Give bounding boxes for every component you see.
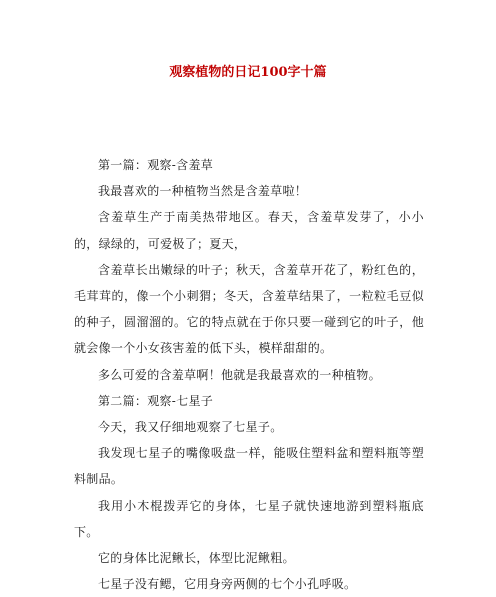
section-heading: 第一篇：观察-含羞草 — [98, 158, 214, 172]
document-title: 观察植物的日记100字十篇 — [169, 65, 327, 80]
paragraph: 我最喜欢的一种植物当然是含羞草啦！ — [98, 184, 308, 199]
document-body — [74, 152, 424, 597]
paragraph: 它的身体比泥鳅长，体型比泥鳅粗。 — [98, 551, 295, 566]
section-heading: 第二篇：观察-七星子 — [98, 393, 214, 408]
paragraph: 含羞草长出嫩绿的叶子；秋天，含羞草开花了，粉红色的，毛茸茸的，像一个小刺猬；冬天，含羞草结果了，一粒粒毛豆似的种子，圆溜溜的。它的特点就在于你只要一碰到它的叶子，他就会像一个小女孩害羞的低下头，模样甜甜的。 — [74, 262, 424, 356]
paragraph: 含羞草生产于南美热带地区。春天，含羞草发芽了，小小的，绿绿的，可爱极了；夏天， — [74, 210, 424, 251]
paragraph: 我发现七星子的嘴像吸盘一样，能吸住塑料盆和塑料瓶等塑料制品。 — [74, 446, 424, 487]
paragraph: 七星子没有鳃，它用身旁两侧的七个小孔呼吸。 — [98, 577, 357, 592]
paragraph: 我用小木棍拨弄它的身体，七星子就快速地游到塑料瓶底下。 — [74, 498, 424, 539]
paragraph: 多么可爱的含羞草啊！他就是我最喜欢的一种植物。 — [98, 367, 381, 382]
paragraph: 今天，我又仔细地观察了七星子。 — [98, 420, 283, 435]
